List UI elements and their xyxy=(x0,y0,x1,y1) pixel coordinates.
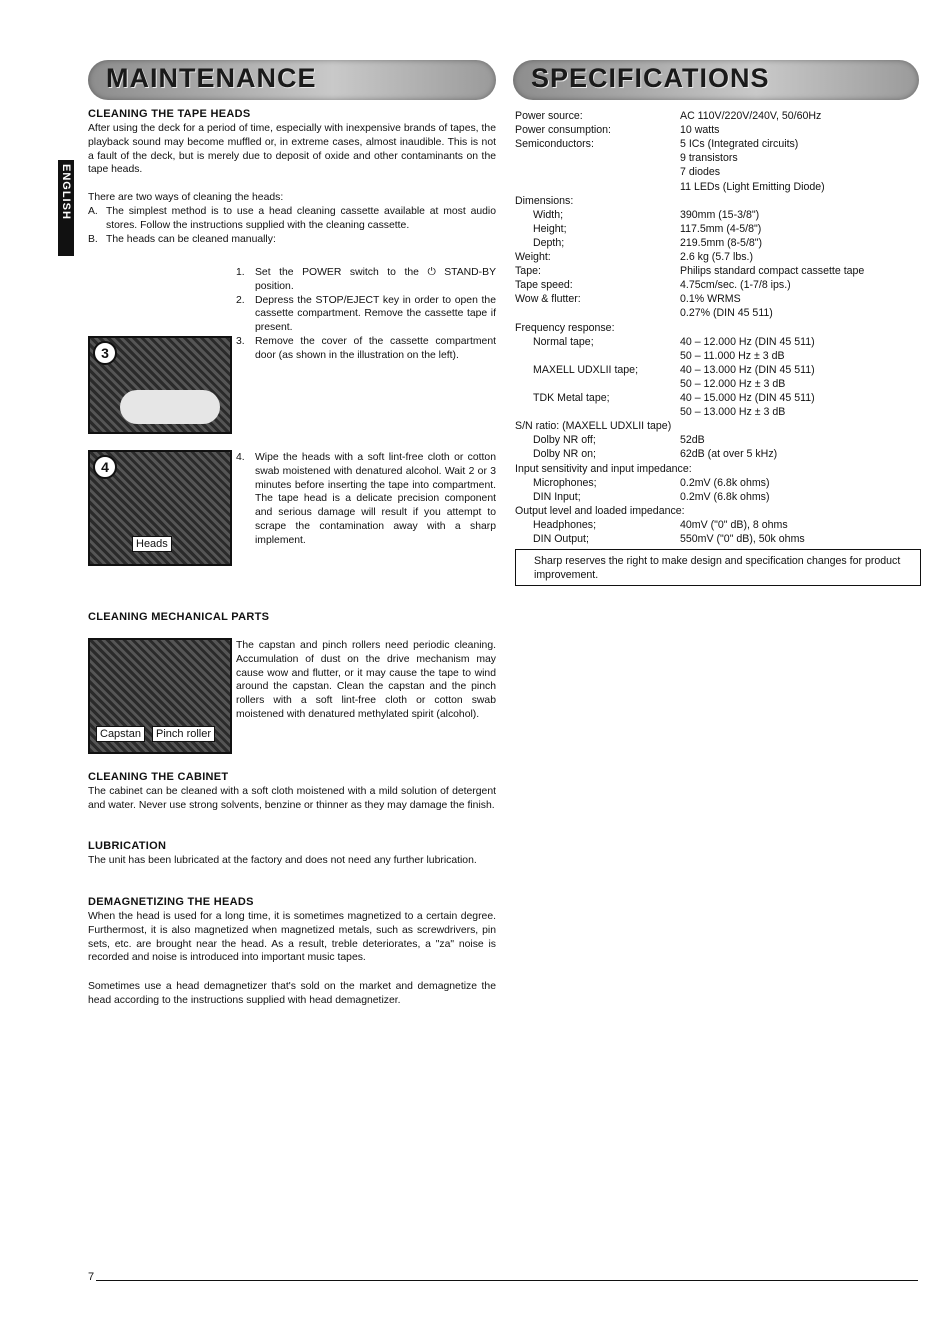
spec-value: 5 ICs (Integrated circuits) xyxy=(680,138,799,151)
language-side-tab xyxy=(58,160,74,256)
pinch-roller-label: Pinch roller xyxy=(152,726,215,742)
lubrication-heading: LUBRICATION xyxy=(88,840,167,852)
spec-label: Width; xyxy=(533,208,564,221)
spec-value: Philips standard compact cassette tape xyxy=(680,265,865,278)
specifications-banner xyxy=(513,60,919,100)
page-number: 7 xyxy=(88,1271,95,1283)
step-2-text: Depress the STOP/EJECT key in order to open the cassette compartment. Remove the cassette tape if present. xyxy=(255,294,496,334)
spec-label: Headphones; xyxy=(533,518,597,531)
method-b-text: The heads can be cleaned manually: xyxy=(106,234,276,245)
figure-3-photo xyxy=(88,336,232,434)
step-4-number: 4. xyxy=(236,452,245,463)
step-4 xyxy=(236,451,496,548)
spec-value: 2.6 kg (5.7 lbs.) xyxy=(680,251,754,263)
spec-value: 390mm (15-3/8") xyxy=(680,208,760,221)
spec-value: AC 110V/220V/240V, 50/60Hz xyxy=(680,110,822,122)
lubrication-text: The unit has been lubricated at the factory and does not need any further lubrication. xyxy=(88,855,477,866)
spec-label: DIN Input; xyxy=(533,490,581,503)
step-1-number: 1. xyxy=(236,267,245,278)
spec-label: TDK Metal tape; xyxy=(533,392,610,404)
spec-value: 50 – 12.000 Hz ± 3 dB xyxy=(680,377,786,390)
spec-label: Depth; xyxy=(533,236,565,249)
spec-label: Semiconductors: xyxy=(515,138,594,151)
figure-3-number: 3 xyxy=(93,341,117,365)
spec-label: Height; xyxy=(533,222,567,235)
tape-heads-ways: There are two ways of cleaning the heads: xyxy=(88,192,284,203)
spec-label: Wow & flutter: xyxy=(515,293,581,306)
step-4-block xyxy=(236,451,496,548)
spec-value: 62dB (at over 5 kHz) xyxy=(680,448,778,461)
step-3-text: Remove the cover of the cassette compartment door (as shown in the illustration on the left). xyxy=(255,335,496,361)
spec-label: MAXELL UDXLII tape; xyxy=(533,363,639,376)
spec-value: 40 – 12.000 Hz (DIN 45 511) xyxy=(680,335,815,348)
spec-label: Frequency response: xyxy=(515,321,615,334)
step-4-text: Wipe the heads with a soft lint-free cloth or cotton swab moistened with denatured alcohol. Wait 2 or 3 minutes before inserting the tape into compartment. The tape head is a delicate precision component and serious damage will result if you attempt to scrape the contamination away with a sharp implement. xyxy=(255,452,496,546)
cabinet-heading: CLEANING THE CABINET xyxy=(88,771,229,783)
method-b-marker: B. xyxy=(88,234,98,245)
heads-label: Heads xyxy=(132,536,172,552)
spec-value: 40 – 13.000 Hz (DIN 45 511) xyxy=(680,363,815,376)
hand-illustration xyxy=(120,390,220,424)
step-1-text: Set the POWER switch to the ⏻ STAND-BY position. xyxy=(255,267,496,292)
spec-label: Weight: xyxy=(515,251,551,263)
demagnetizing-para2: Sometimes use a head demagnetizer that's sold on the market and demagnetize the head according to the instructions supplied with head demagnetizer. xyxy=(88,981,496,1006)
spec-label: S/N ratio: (MAXELL UDXLII tape) xyxy=(515,420,672,433)
spec-label: Dolby NR on; xyxy=(533,448,596,461)
language-side-tab-label: ENGLISH xyxy=(60,164,72,220)
spec-value: 7 diodes xyxy=(680,166,721,179)
method-a-marker: A. xyxy=(88,206,98,217)
spec-value: 0.2mV (6.8k ohms) xyxy=(680,490,770,503)
spec-value: 117.5mm (4-5/8") xyxy=(680,222,762,235)
step-1 xyxy=(236,266,496,294)
mechanical-photo xyxy=(88,638,232,754)
spec-value: 11 LEDs (Light Emitting Diode) xyxy=(680,180,825,193)
spec-value: 219.5mm (8-5/8") xyxy=(680,236,763,249)
spec-label: Dimensions: xyxy=(515,194,574,207)
mechanical-text: The capstan and pinch rollers need periodic cleaning. Accumulation of dust on the drive mechanism may cause wow and flutter, or it may cause the tape to wind around the capstan. Clean the capstan and the pinch rollers with a soft lint-free cloth or cotton swab moistened with denatured methylated spirit (alcohol). xyxy=(236,640,496,720)
spec-label: Power consumption: xyxy=(515,124,611,137)
spec-value: 9 transistors xyxy=(680,152,738,165)
tape-heads-intro: After using the deck for a period of time, especially with inexpensive brands of tapes, the playback sound may become muffled or, in extreme cases, almost inaudible. This is not a fault of the deck, but is merely due to deposit of oxide and other contaminants on the tape heads. xyxy=(88,123,496,176)
maintenance-title: MAINTENANCE xyxy=(106,63,317,93)
spec-value: 50 – 13.000 Hz ± 3 dB xyxy=(680,406,786,419)
spec-value: 50 – 11.000 Hz ± 3 dB xyxy=(680,349,785,362)
specifications-note: Sharp reserves the right to make design and specification changes for product improvement. xyxy=(515,549,921,586)
spec-label: Tape: xyxy=(515,265,541,278)
spec-value: 0.2mV (6.8k ohms) xyxy=(680,476,770,489)
spec-label: Tape speed: xyxy=(515,279,573,292)
spec-label: Microphones; xyxy=(533,476,597,489)
spec-value: 0.1% WRMS xyxy=(680,293,741,306)
spec-label: Power source: xyxy=(515,110,583,122)
spec-value: 550mV ("0" dB), 50k ohms xyxy=(680,533,805,545)
spec-label: Dolby NR off; xyxy=(533,434,596,447)
cabinet-text: The cabinet can be cleaned with a soft cloth moistened with a mild solution of detergent and water. Never use strong solvents, benzine or thinner as they may damage the finish. xyxy=(88,786,496,811)
figure-4-photo xyxy=(88,450,232,566)
spec-value: 4.75cm/sec. (1-7/8 ips.) xyxy=(680,279,791,292)
demagnetizing-para1: When the head is used for a long time, it is sometimes magnetized to a certain degree. Furthermost, it is also magnetized when magnetized metals, such as screwdrivers, pin sets, etc. are brought near the head. As a result, treble deteriorates, a "za" noise is recorded and noise is introduced into important music tapes. xyxy=(88,911,496,964)
spec-label: Normal tape; xyxy=(533,335,594,348)
tape-heads-heading: CLEANING THE TAPE HEADS xyxy=(88,108,251,120)
footer-rule xyxy=(96,1280,918,1281)
spec-value: 40 – 15.000 Hz (DIN 45 511) xyxy=(680,392,815,404)
figure-4-number: 4 xyxy=(93,455,117,479)
spec-label: Input sensitivity and input impedance: xyxy=(515,462,692,475)
spec-label: DIN Output; xyxy=(533,533,589,545)
step-3 xyxy=(236,335,496,363)
spec-value: 40mV ("0" dB), 8 ohms xyxy=(680,518,788,531)
spec-label: Output level and loaded impedance: xyxy=(515,504,685,517)
step-3-number: 3. xyxy=(236,335,245,347)
spec-value: 0.27% (DIN 45 511) xyxy=(680,307,773,320)
demagnetizing-heading: DEMAGNETIZING THE HEADS xyxy=(88,896,254,908)
mechanical-heading: CLEANING MECHANICAL PARTS xyxy=(88,611,270,623)
specifications-title: SPECIFICATIONS xyxy=(531,63,770,93)
spec-value: 52dB xyxy=(680,434,705,447)
method-a-text: The simplest method is to use a head cleaning cassette available at most audio stores. Follow the instructions supplied with the cleaning cassette. xyxy=(106,206,496,231)
spec-value: 10 watts xyxy=(680,124,720,137)
maintenance-banner xyxy=(88,60,496,100)
capstan-label: Capstan xyxy=(96,726,145,742)
steps-1-3 xyxy=(236,266,496,363)
step-2 xyxy=(236,294,496,335)
step-2-number: 2. xyxy=(236,294,245,306)
